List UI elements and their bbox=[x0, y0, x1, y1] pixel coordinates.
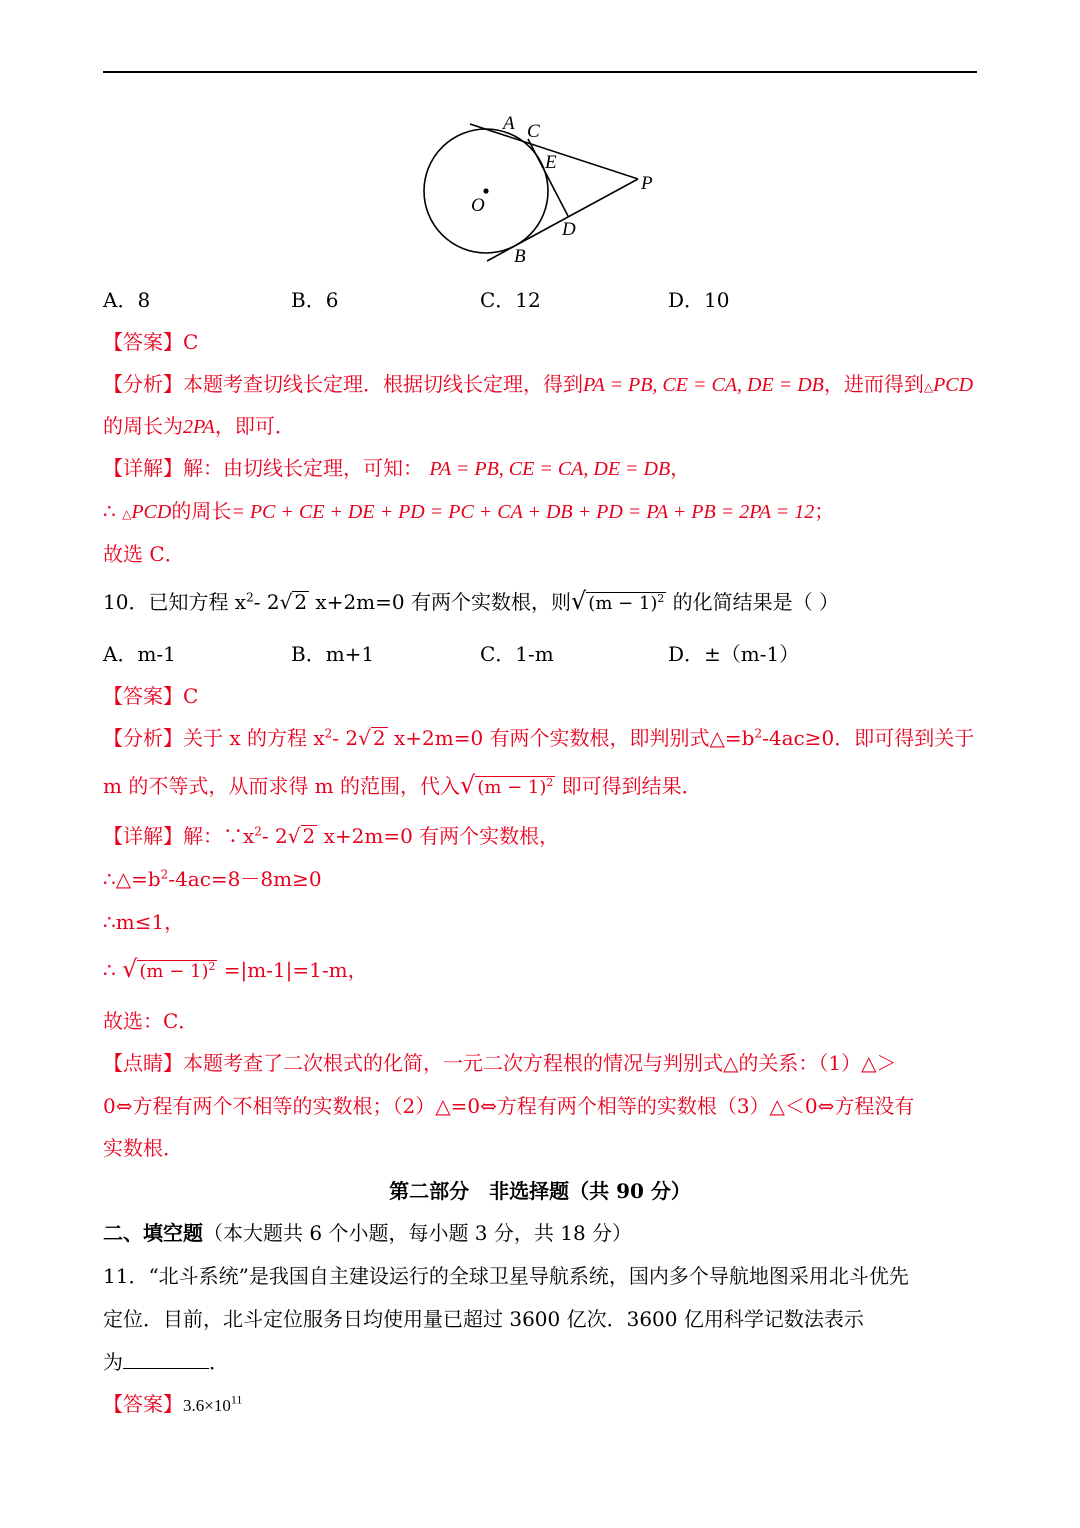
q10-analysis-rad-sup: 2 bbox=[546, 776, 554, 789]
q10-option-d: D．±（m-1） bbox=[668, 642, 800, 666]
q10-detail-line1 bbox=[103, 820, 559, 849]
q9-answer-value: C bbox=[183, 330, 199, 354]
q10-detail-sup2: 2 bbox=[160, 867, 169, 882]
q10-stem-radical-sign: √ bbox=[571, 587, 587, 615]
q9-detail-therefore: ∴ bbox=[103, 499, 116, 523]
q9-conclusion: 故选 C． bbox=[103, 542, 185, 566]
q10-conclusion: 故选：C． bbox=[103, 1009, 199, 1033]
q9-analysis-tri: △ bbox=[923, 380, 934, 394]
q9-option-d: D．10 bbox=[668, 288, 730, 312]
q11-line3-post: ． bbox=[209, 1350, 229, 1374]
q10-detail-l4-post: =|m-1|=1-m， bbox=[217, 958, 368, 982]
q9-detail-end1: ， bbox=[670, 456, 691, 480]
q10-analysis-rad-expr: (m − 1) bbox=[477, 777, 547, 798]
q10-answer bbox=[103, 680, 198, 709]
q10-stem-minus: - 2 bbox=[253, 590, 280, 614]
label-a: A bbox=[503, 113, 515, 134]
q9-analysis-text1: 本题考查切线长定理．根据切线长定理，得到 bbox=[183, 372, 583, 396]
q10-answer-value: C bbox=[183, 684, 199, 708]
q10-detail-sqrt-rad: 2 bbox=[302, 824, 316, 848]
q9-answer-label: 【答案】 bbox=[103, 330, 183, 354]
section-title-rest: （本大题共 6 个小题，每小题 3 分，共 18 分） bbox=[203, 1221, 633, 1245]
q10-analysis-radical-sign: √ bbox=[460, 771, 476, 799]
q9-detail-tri: △ bbox=[122, 507, 132, 521]
q10-option-b: B．m+1 bbox=[291, 642, 375, 666]
q10-stem-rad-sup: 2 bbox=[657, 592, 665, 605]
label-c: C bbox=[527, 121, 540, 142]
q10-detail-rad-sup: 2 bbox=[208, 960, 216, 973]
q10-option-c: C．1-m bbox=[480, 642, 554, 666]
q9-option-a: A．8 bbox=[103, 288, 151, 312]
q10-answer-label: 【答案】 bbox=[103, 684, 183, 708]
q9-analysis-text3: 的周长为 bbox=[103, 414, 183, 438]
q10-point-l1: 本题考查了二次根式的化简，一元二次方程根的情况与判别式△的关系：（1）△＞ bbox=[183, 1051, 897, 1075]
q10-analysis-l1-mid: x+2m=0 有两个实数根，即判别式△=b bbox=[387, 726, 755, 750]
q10-stem bbox=[103, 586, 839, 615]
q11-line3 bbox=[103, 1346, 229, 1375]
q10-detail-line4 bbox=[103, 954, 368, 983]
q10-detail-radical-sign: √ bbox=[122, 955, 138, 983]
q9-analysis-line2 bbox=[103, 410, 295, 439]
q10-detail-radical bbox=[137, 960, 217, 982]
q9-detail-line2 bbox=[103, 495, 834, 524]
q10-analysis-sup1: 2 bbox=[324, 726, 333, 741]
q10-detail-sqrt-sign: √ bbox=[287, 824, 301, 848]
q10-point-label: 【点睛】 bbox=[103, 1051, 183, 1075]
q10-point-line2: 0⇔方程有两个不相等的实数根；（2）△=0⇔方程有两个相等的实数根（3）△＜0⇔方程没有 bbox=[103, 1094, 915, 1118]
q10-detail-l2-post: -4ac=8－8m≥0 bbox=[168, 867, 322, 891]
q10-analysis-line2 bbox=[103, 770, 702, 799]
q10-stem-sup: 2 bbox=[246, 590, 254, 605]
q11-answer-label: 【答案】 bbox=[103, 1392, 183, 1416]
q10-stem-rad-expr: (m − 1) bbox=[588, 593, 658, 614]
q10-analysis-line1 bbox=[103, 722, 974, 751]
q10-stem-mid: x+2m=0 有两个实数根，则 bbox=[309, 590, 571, 614]
q9-detail-math3: = PC + CE + DE + PD = PC + CA + DB + PD = PA + PB = 2PA = 12 bbox=[231, 501, 815, 523]
q10-analysis-l1-minus: - 2 bbox=[332, 726, 359, 750]
q9-detail-label: 【详解】 bbox=[103, 456, 183, 480]
q10-analysis-sup2: 2 bbox=[754, 726, 763, 741]
q10-detail-l1-post: x+2m=0 有两个实数根， bbox=[317, 824, 560, 848]
q10-analysis-l1-pre: 关于 x 的方程 x bbox=[183, 726, 325, 750]
q10-option-a: A．m-1 bbox=[103, 642, 176, 666]
q10-detail-rad-expr: (m − 1) bbox=[139, 961, 209, 982]
q10-detail-l4-pre: ∴ bbox=[103, 958, 123, 982]
q10-detail-line2 bbox=[103, 863, 322, 892]
q11-answer-base: 3.6×10 bbox=[183, 1396, 231, 1415]
q9-detail-math1: PA = PB, CE = CA, DE = DB bbox=[429, 458, 671, 480]
label-o: O bbox=[471, 195, 485, 216]
q10-detail-l1-minus: - 2 bbox=[261, 824, 288, 848]
q10-analysis-radical bbox=[475, 776, 555, 798]
center-point bbox=[483, 188, 488, 193]
q9-option-b: B．6 bbox=[291, 288, 339, 312]
q10-detail-line3: ∴m≤1， bbox=[103, 910, 185, 934]
q10-stem-pre: 10．已知方程 x bbox=[103, 590, 247, 614]
header-rule bbox=[103, 71, 977, 73]
section-title-bold: 二、填空题 bbox=[103, 1221, 203, 1245]
section-title bbox=[103, 1217, 632, 1246]
q10-detail-l1-pre: 解：∵x bbox=[183, 824, 255, 848]
label-d: D bbox=[562, 219, 576, 240]
q9-analysis-math3: 2PA bbox=[183, 416, 215, 438]
q9-answer bbox=[103, 326, 198, 355]
q11-blank[interactable] bbox=[123, 1350, 209, 1369]
q9-analysis-line1 bbox=[103, 368, 973, 397]
q10-stem-radical bbox=[586, 592, 666, 614]
q9-analysis-math2: PCD bbox=[933, 374, 974, 396]
q10-analysis-l2-post: 即可得到结果． bbox=[555, 774, 702, 798]
q10-analysis-sqrt-rad: 2 bbox=[372, 726, 386, 750]
q10-point-line3: 实数根． bbox=[103, 1136, 183, 1160]
q9-detail-line1 bbox=[103, 452, 690, 481]
q9-analysis-math1: PA = PB, CE = CA, DE = DB bbox=[583, 374, 824, 396]
q9-detail-math2: PCD bbox=[131, 501, 172, 523]
q10-analysis-label: 【分析】 bbox=[103, 726, 183, 750]
q10-point-line1 bbox=[103, 1047, 897, 1076]
q10-analysis-sqrt-sign: √ bbox=[358, 726, 371, 750]
q10-stem-sqrt-rad: 2 bbox=[294, 590, 308, 614]
part2-heading: 第二部分 非选择题（共 90 分） bbox=[389, 1179, 691, 1203]
q11-answer-exp: 11 bbox=[230, 1392, 243, 1407]
label-p: P bbox=[641, 173, 653, 194]
q10-detail-l2-pre: ∴△=b bbox=[103, 867, 161, 891]
q9-detail-text1: 解：由切线长定理，可知： bbox=[183, 456, 423, 480]
q10-stem-sqrt-sign: √ bbox=[279, 590, 293, 614]
q10-analysis-l1-post: -4ac≥0．即可得到关于 bbox=[762, 726, 975, 750]
q9-analysis-text4: ，即可． bbox=[214, 414, 295, 438]
q9-analysis-label: 【分析】 bbox=[103, 372, 183, 396]
q10-detail-sup1: 2 bbox=[254, 824, 262, 839]
q11-answer bbox=[103, 1388, 242, 1417]
label-b: B bbox=[514, 246, 526, 267]
q9-detail-text2: 的周长 bbox=[171, 499, 232, 523]
circle-tangent-figure bbox=[420, 105, 670, 270]
q11-line2: 定位．目前，北斗定位服务日均使用量已超过 3600 亿次．3600 亿用科学记数法表示 bbox=[103, 1307, 864, 1331]
q11-line3-pre: 为 bbox=[103, 1350, 123, 1374]
q9-detail-end2: ； bbox=[814, 499, 835, 523]
q10-detail-label: 【详解】 bbox=[103, 824, 183, 848]
q10-stem-post: 的化简结果是（ ） bbox=[666, 590, 839, 614]
q10-analysis-l2-pre: m 的不等式，从而求得 m 的范围，代入 bbox=[103, 774, 461, 798]
tangent-cd bbox=[528, 139, 568, 216]
label-e: E bbox=[545, 152, 557, 173]
q11-line1: 11．“北斗系统”是我国自主建设运行的全球卫星导航系统，国内多个导航地图采用北斗优先 bbox=[103, 1264, 909, 1288]
q9-option-c: C．12 bbox=[480, 288, 541, 312]
q9-analysis-text2: ，进而得到 bbox=[823, 372, 924, 396]
